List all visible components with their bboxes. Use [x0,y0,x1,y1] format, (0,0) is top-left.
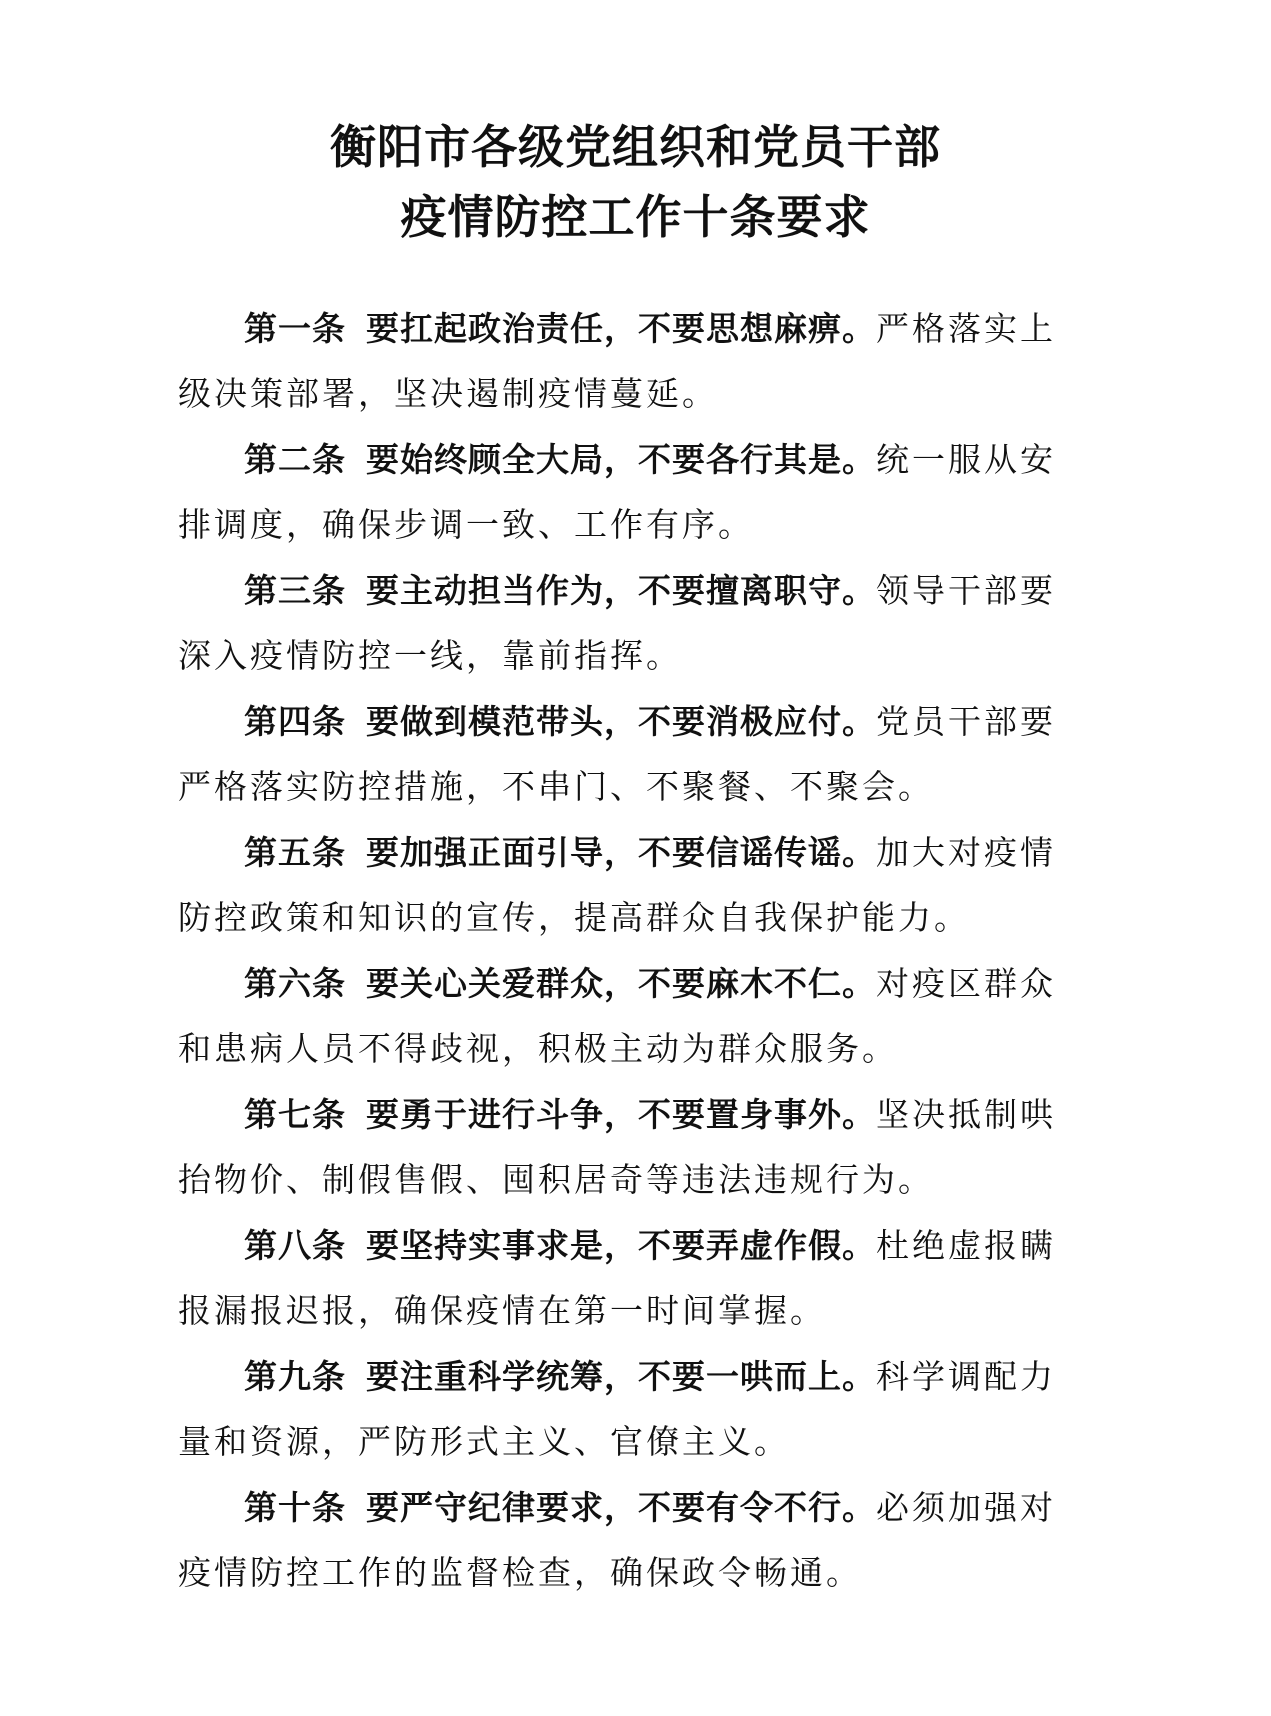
article-5 [178,820,1078,950]
article-heading: 要主动担当作为，不要擅离职守。 [366,571,876,610]
article-heading: 要扛起政治责任，不要思想麻痹。 [366,309,876,348]
title-line-2: 疫情防控工作十条要求 [400,190,871,244]
article-8 [178,1213,1078,1343]
article-heading: 要做到模范带头，不要消极应付。 [366,702,876,741]
article-body: 严格落实上级决策部署，坚决遏制疫情蔓延。 [178,309,1056,413]
article-number: 第二条 [244,440,346,479]
article-7 [178,1082,1078,1212]
article-body: 杜绝虚报瞒报漏报迟报，确保疫情在第一时间掌握。 [178,1226,1056,1330]
article-1 [178,296,1078,426]
article-4 [178,689,1078,819]
article-number: 第四条 [244,702,346,741]
article-body: 加大对疫情防控政策和知识的宣传，提高群众自我保护能力。 [178,833,1056,937]
article-heading: 要始终顾全大局，不要各行其是。 [366,440,876,479]
article-2 [178,427,1078,557]
article-number: 第十条 [244,1488,346,1527]
article-body: 必须加强对疫情防控工作的监督检查，确保政令畅通。 [178,1488,1056,1592]
article-number: 第五条 [244,833,346,872]
article-heading: 要勇于进行斗争，不要置身事外。 [366,1095,876,1134]
title-line-1: 衡阳市各级党组织和党员干部 [330,120,941,174]
article-6 [178,951,1078,1081]
document-title [0,112,1271,252]
article-number: 第三条 [244,571,346,610]
article-body: 领导干部要深入疫情防控一线，靠前指挥。 [178,571,1056,675]
article-number: 第八条 [244,1226,346,1265]
article-3 [178,558,1078,688]
article-heading: 要加强正面引导，不要信谣传谣。 [366,833,876,872]
article-body: 统一服从安排调度，确保步调一致、工作有序。 [178,440,1056,544]
article-body: 对疫区群众和患病人员不得歧视，积极主动为群众服务。 [178,964,1056,1068]
article-number: 第六条 [244,964,346,1003]
article-heading: 要严守纪律要求，不要有令不行。 [366,1488,876,1527]
article-heading: 要注重科学统筹，不要一哄而上。 [366,1357,876,1396]
article-10 [178,1475,1078,1605]
article-number: 第一条 [244,309,346,348]
article-number: 第七条 [244,1095,346,1134]
article-heading: 要坚持实事求是，不要弄虚作假。 [366,1226,876,1265]
article-body: 坚决抵制哄抬物价、制假售假、囤积居奇等违法违规行为。 [178,1095,1056,1199]
article-body: 党员干部要严格落实防控措施，不串门、不聚餐、不聚会。 [178,702,1056,806]
article-body: 科学调配力量和资源，严防形式主义、官僚主义。 [178,1357,1056,1461]
article-heading: 要关心关爱群众，不要麻木不仁。 [366,964,876,1003]
article-9 [178,1344,1078,1474]
article-number: 第九条 [244,1357,346,1396]
article-list [178,296,1078,1606]
